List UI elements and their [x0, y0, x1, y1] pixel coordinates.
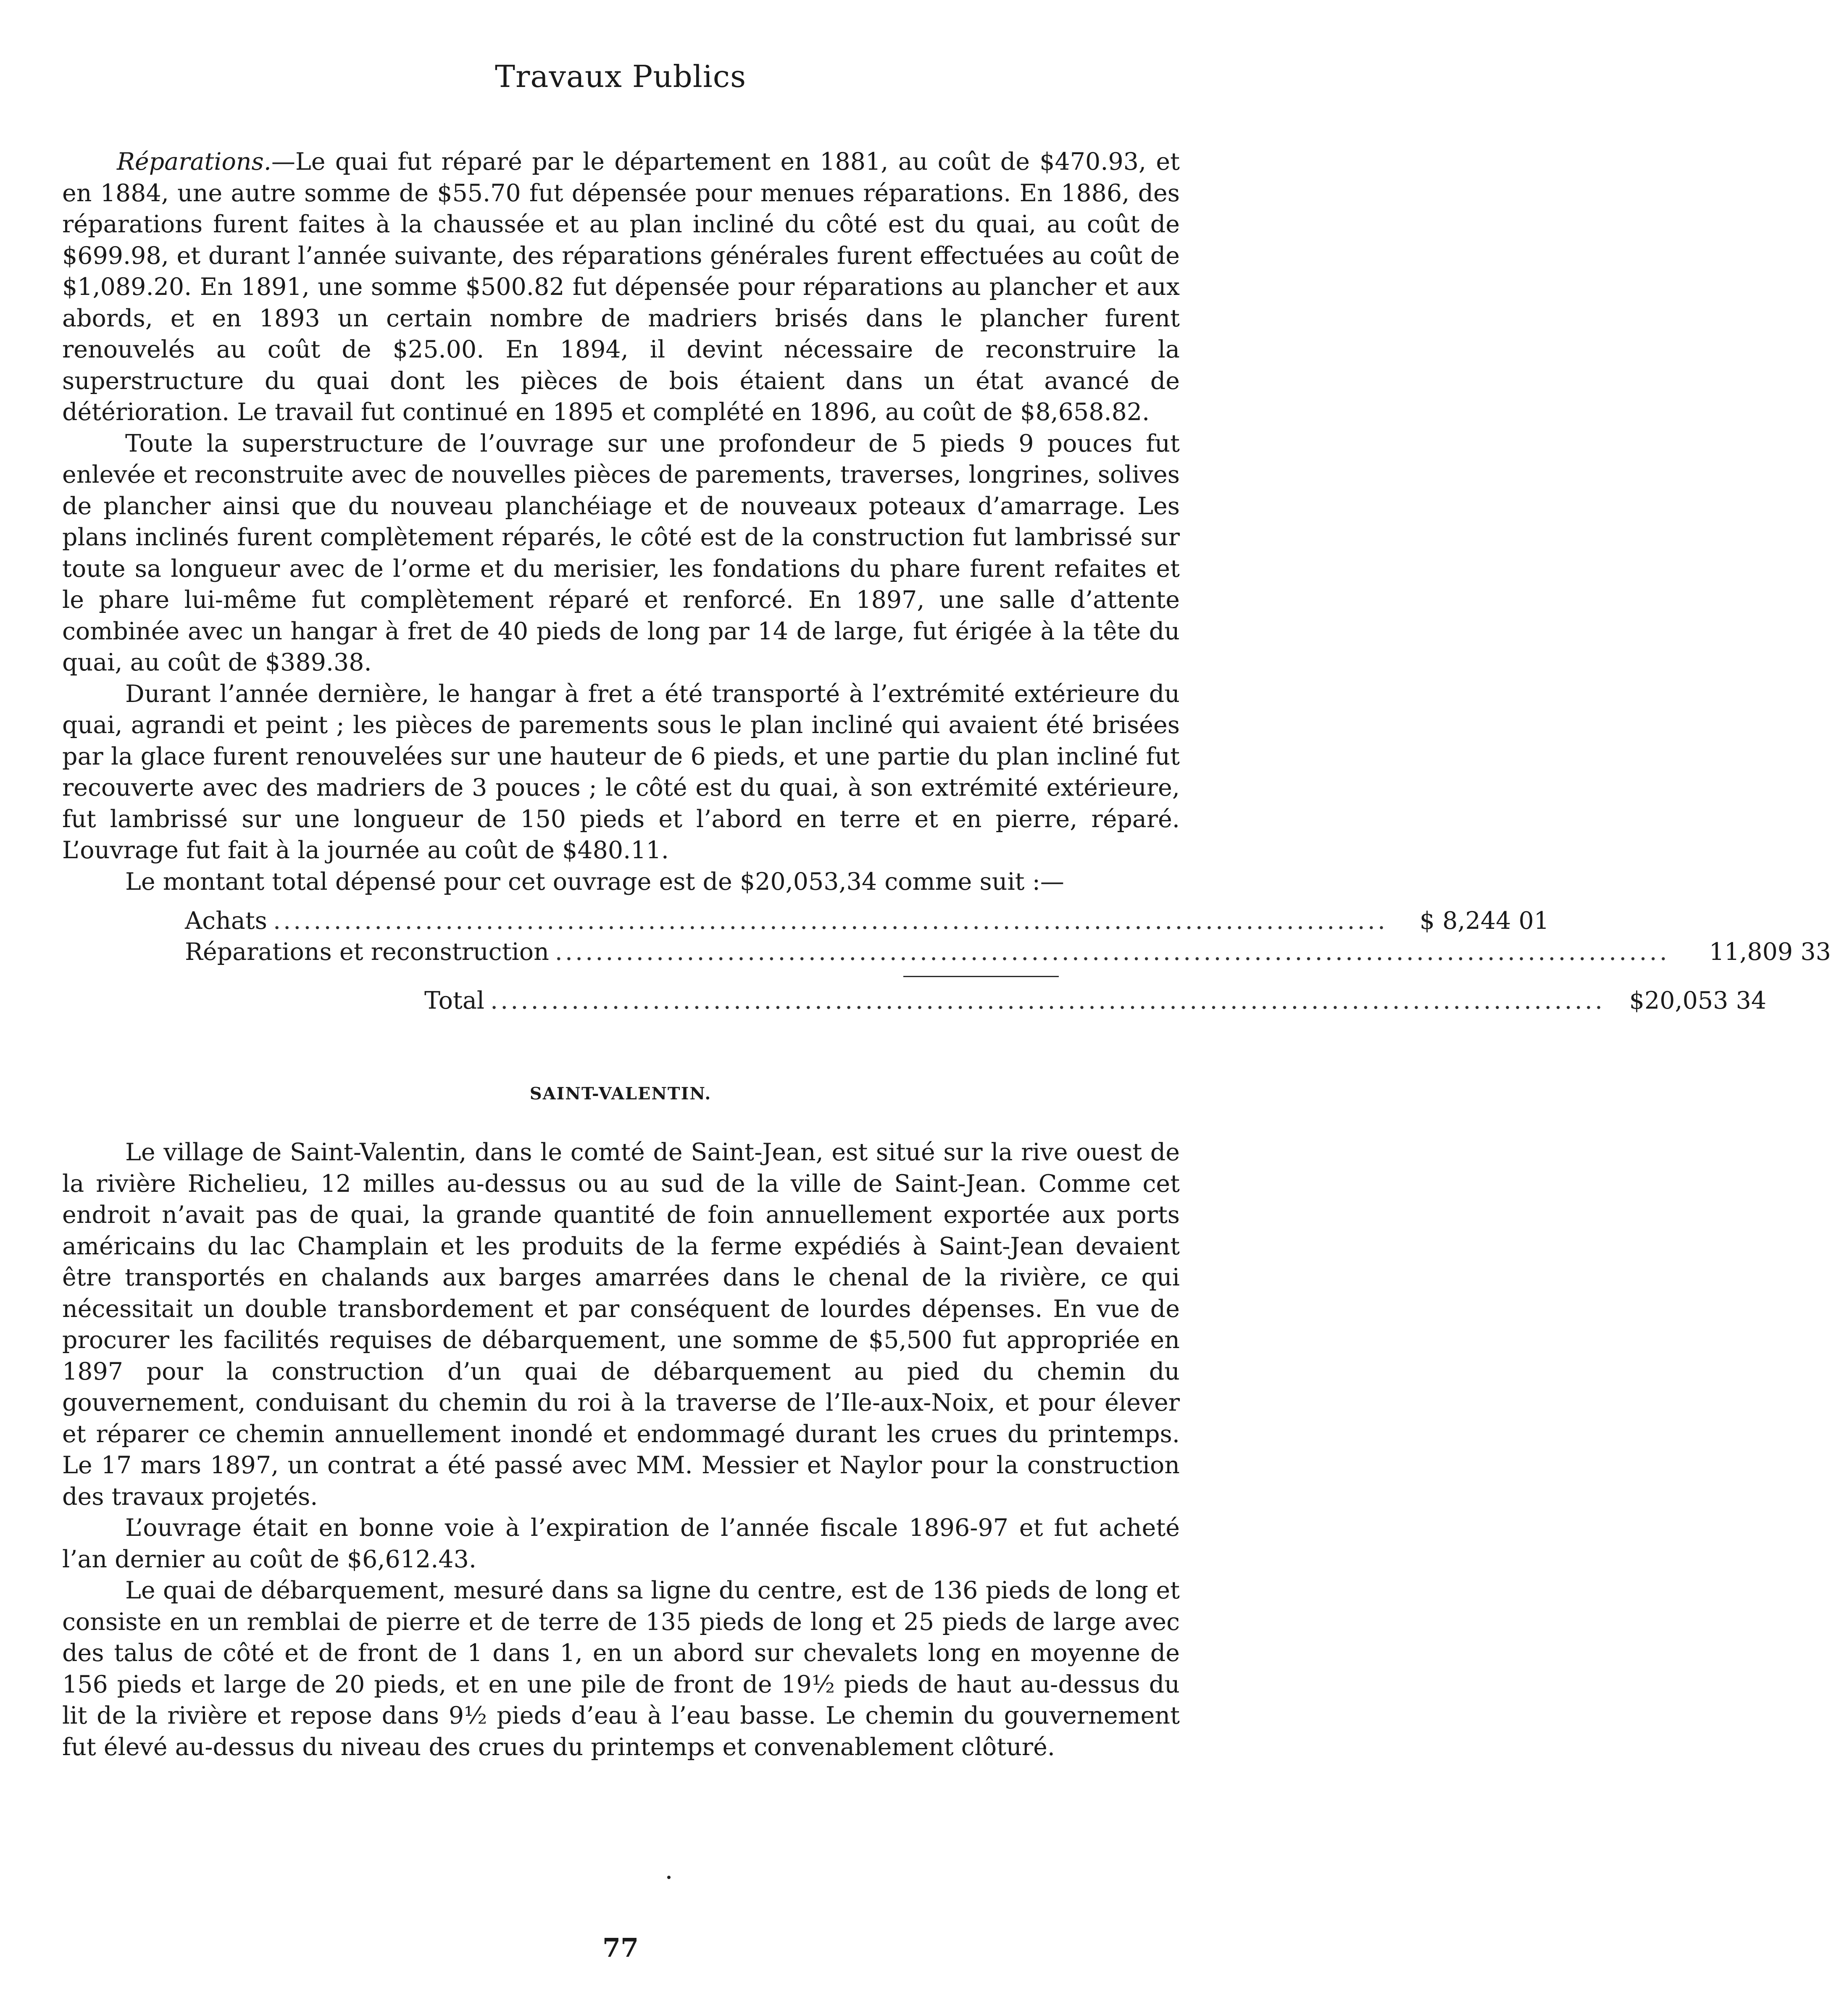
ledger-total-amount: $20,053 34 — [1629, 987, 1767, 1015]
print-speck — [667, 1876, 671, 1879]
paragraph-last-year: Durant l’année dernière, le hangar à fret a été transporté à l’extrémité extérieure du quai, agrandi et peint ; les pièces de parements sous le plan incliné qui avaient été brisées par la glace furent renouvelées sur une hauteur de 6 pieds, et une partie du plan incliné fut recouverte avec des madriers de 3 pouces ; le côté est du quai, à son extrémité extérieure, fut lambrissé sur une longueur de 150 pieds et l’abord en terre et en pierre, réparé. L’ouvrage fut fait à la journée au coût de $480.11. — [62, 680, 1180, 864]
leader-dots: .............................................................................................................. — [490, 987, 1605, 1015]
ledger-row — [185, 936, 1831, 967]
ledger-label: Réparations et reconstruction — [185, 938, 549, 966]
ledger-amount: $ 8,244 01 — [1419, 907, 1549, 935]
ledger-total-row — [424, 985, 1767, 1016]
paragraph-total-intro: Le montant total dépensé pour cet ouvrage est de $20,053,34 comme suit :— — [125, 867, 1064, 896]
section-heading: SAINT-VALENTIN. — [529, 1084, 712, 1104]
paragraph-repairs-history — [62, 146, 1180, 428]
ledger-total-label: Total — [424, 987, 485, 1015]
paragraph-wharf-description: Le quai de débarquement, mesuré dans sa ligne du centre, est de 136 pieds de long et consiste en un remblai de pierre et de terre de 135 pieds de long et 25 pieds de large avec des talus de côté et de front de 1 dans 1, en un abord sur chevalets long en moyenne de 156 pieds et large de 20 pieds, et en une pile de front de 19½ pieds de haut au-dessus du lit de la rivière et repose dans 9½ pieds d’eau à l’eau basse. Le chemin du gouvernement fut élevé au-dessus du niveau des crues du printemps et convenablement clôturé. — [62, 1577, 1180, 1761]
saint-valentin-text-block — [62, 1137, 1180, 1763]
paragraph-progress: L’ouvrage était en bonne voie à l’expiration de l’année fiscale 1896-97 et fut acheté l’an dernier au coût de $6,612.43. — [62, 1514, 1180, 1573]
leader-dots: .............................................................................................................. — [555, 938, 1670, 966]
paragraph-text: —Le quai fut réparé par le département en 1881, au coût de $470.93, et en 1884, une autre somme de $55.70 fut dépensée pour menues réparations. En 1886, des réparations furent faites à la chaussée et au plan incliné du côté est du quai, au coût de $699.98, et durant l’année suivante, des réparations générales furent effectuées au coût de $1,089.20. En 1891, une somme $500.82 fut dépensée pour réparations au plancher et aux abords, et en 1893 un certain nombre de madriers brisés dans le plancher furent renouvelés au coût de $25.00. En 1894, il devint nécessaire de reconstruire la superstructure du quai dont les pièces de bois étaient dans un état avancé de détérioration. Le travail fut continué en 1895 et complété en 1896, au coût de $8,658.82. — [62, 148, 1180, 426]
repairs-text-block — [62, 146, 1180, 897]
page-number: 77 — [602, 1932, 639, 1963]
paragraph-superstructure: Toute la superstructure de l’ouvrage sur une profondeur de 5 pieds 9 pouces fut enlevée et reconstruite avec de nouvelles pièces de parements, traverses, longrines, solives de plancher ainsi que du nouveau planchéiage et de nouveaux poteaux d’amarrage. Les plans inclinés furent complètement réparés, le côté est de la construction fut lambrissé sur toute sa longueur avec de l’orme et du merisier, les fondations du phare furent refaites et le phare lui-même fut complètement réparé et renforcé. En 1897, une salle d’attente combinée avec un hangar à fret de 40 pieds de long par 14 de large, fut érigée à la tête du quai, au coût de $389.38. — [62, 429, 1180, 676]
total-rule — [903, 976, 1059, 977]
ledger-total — [424, 985, 1767, 1016]
expense-ledger — [185, 905, 1831, 967]
lead-word: Réparations. — [117, 148, 271, 176]
ledger-label: Achats — [185, 907, 267, 935]
ledger-row — [185, 905, 1549, 936]
leader-dots: .............................................................................................................. — [273, 907, 1388, 935]
ledger-amount: 11,809 33 — [1709, 938, 1831, 966]
running-title: Travaux Publics — [495, 59, 747, 94]
paragraph-village: Le village de Saint-Valentin, dans le comté de Saint-Jean, est situé sur la rive ouest de la rivière Richelieu, 12 milles au-dessus ou au sud de la ville de Saint-Jean. Comme cet endroit n’avait pas de quai, la grande quantité de foin annuellement exportée aux ports américains du lac Champlain et les produits de la ferme expédiés à Saint-Jean devaient être transportés en chalands aux barges amarrées dans le chenal de la rivière, ce qui nécessitait un double transbordement et par conséquent de lourdes dépenses. En vue de procurer les facilités requises de débarquement, une somme de $5,500 fut appropriée en 1897 pour la construction d’un quai de débarquement au pied du chemin du gouvernement, conduisant du chemin du roi à la traverse de l’Ile-aux-Noix, et pour élever et réparer ce chemin annuellement inondé et endommagé durant les crues du printemps. Le 17 mars 1897, un contrat a été passé avec MM. Messier et Naylor pour la construction des travaux projetés. — [62, 1138, 1180, 1511]
